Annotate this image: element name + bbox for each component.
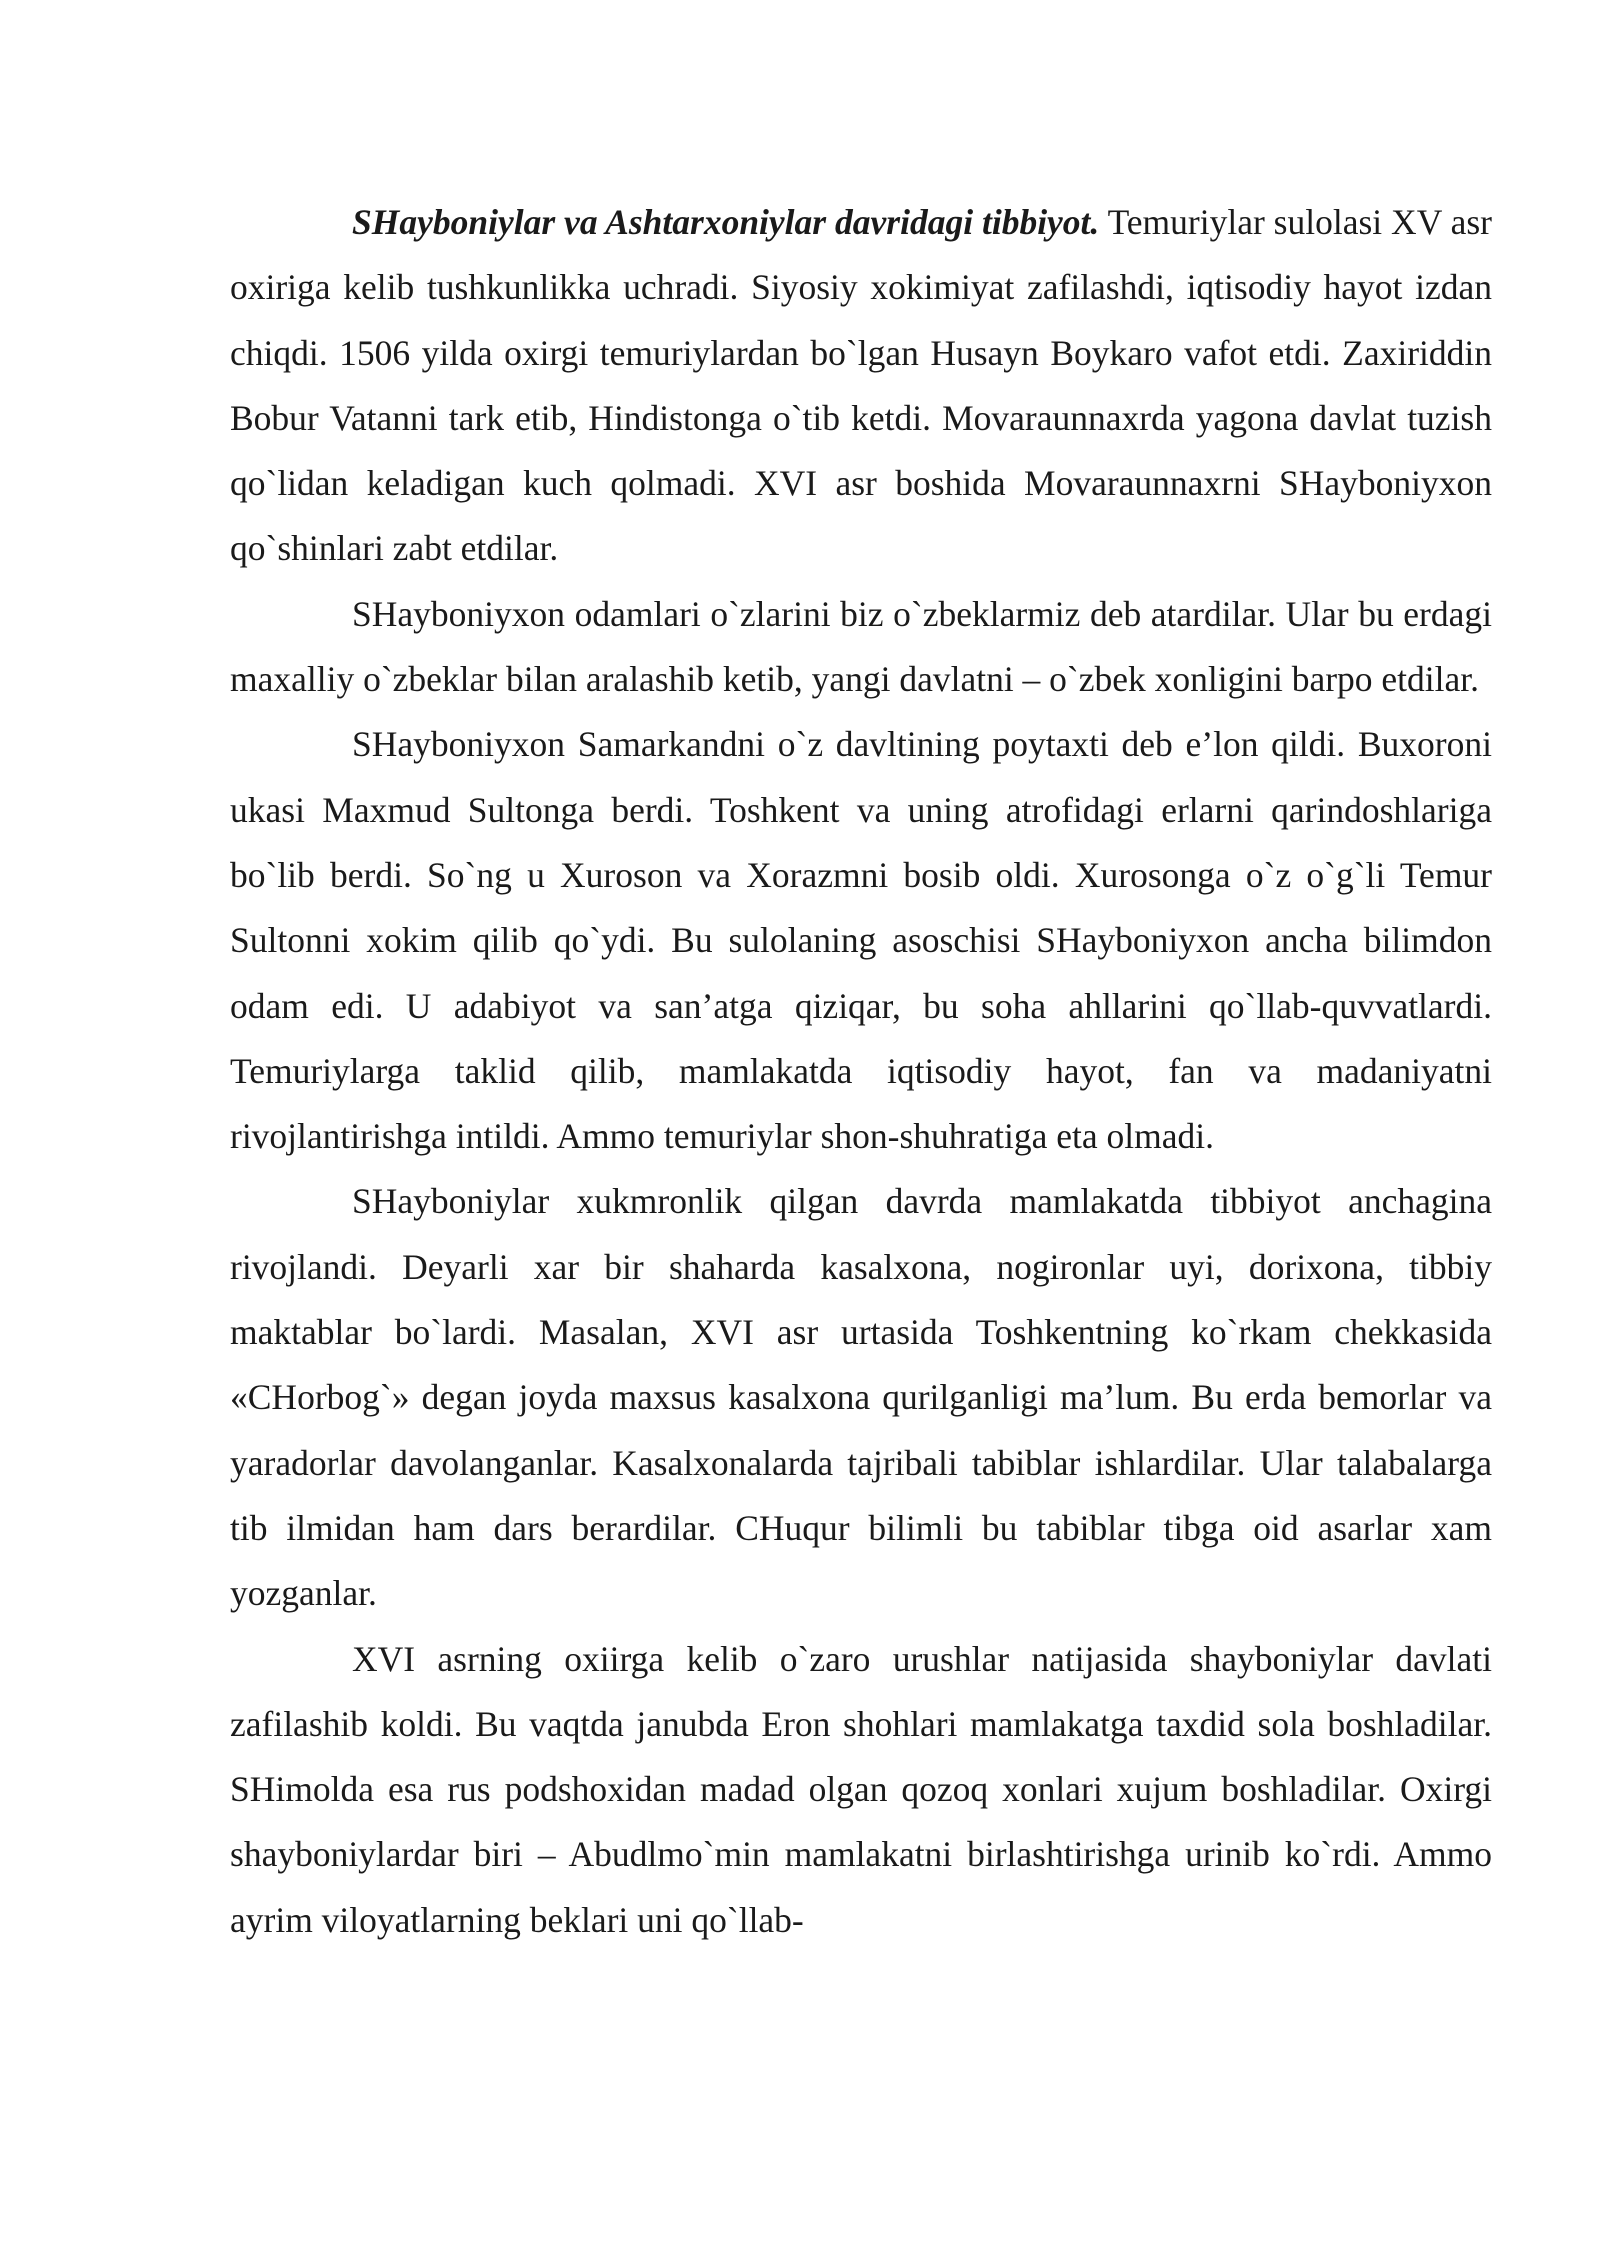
paragraph-5: XVI asrning oxiirga kelib o`zaro urushlar natijasida shayboniylar davlati zafilashib koldi. Bu vaqtda janubda Eron shohlari mamlakatga taxdid sola boshladilar. SHimolda esa rus podshoxidan madad olgan qozoq xonlari xujum boshladilar. Oxirgi shayboniylardar biri – Abudlmo`min mamlakatni birlashtirishga urinib ko`rdi. Ammo ayrim viloyatlarning beklari uni qo`llab- <box>230 1638 1492 1940</box>
paragraph-2: SHayboniyxon odamlari o`zlarini biz o`zbeklarmiz deb atardilar. Ular bu erdagi maxalliy o`zbeklar bilan aralashib ketib, yangi davlatni – o`zbek xonligini barpo etdilar. <box>230 593 1492 700</box>
paragraph-4: SHayboniylar xukmronlik qilgan davrda mamlakatda tibbiyot anchagina rivojlandi. Deyarli xar bir shaharda kasalxona, nogironlar uyi, dorixona, tibbiy maktablar bo`lardi. Masalan, XVI asr urtasida Toshkentning ko`rkam chekkasida «CHorbog`» degan joyda maxsus kasalxona qurilganligi ma’lum. Bu erda bemorlar va yaradorlar davolanganlar. Kasalxonalarda tajribali tabiblar ishlardilar. Ular talabalarga tib ilmidan ham dars berardilar. CHuqur bilimli bu tabiblar tibga oid asarlar xam yozganlar. <box>230 1181 1492 1614</box>
section-heading: SHayboniylar va Ashtarxoniylar davridagi tibbiyot. <box>352 202 1100 242</box>
document-page <box>230 190 1492 1953</box>
paragraph-3: SHayboniyxon Samarkandni o`z davltining poytaxti deb e’lon qildi. Buxoroni ukasi Maxmud Sultonga berdi. Toshkent va uning atrofidagi erlarni qarindoshlariga bo`lib berdi. So`ng u Xuroson va Xorazmni bosib oldi. Xurosonga o`z o`g`li Temur Sultonni xokim qilib qo`ydi. Bu sulolaning asoschisi SHayboniyxon ancha bilimdon odam edi. U adabiyot va san’atga qiziqar, bu soha ahllarini qo`llab-quvvatlardi. Temuriylarga taklid qilib, mamlakatda iqtisodiy hayot, fan va madaniyatni rivojlantirishga intildi. Ammo temuriylar shon-shuhratiga eta olmadi. <box>230 724 1492 1157</box>
paragraph-1-text: Temuriylar sulolasi XV asr oxiriga kelib tushkunlikka uchradi. Siyosiy xokimiyat zafilashdi, iqtisodiy hayot izdan chiqdi. 1506 yilda oxirgi temuriylardan bo`lgan Husayn Boykaro vafot etdi. Zaxiriddin Bobur Vatanni tark etib, Hindistonga o`tib ketdi. Movaraunnaxrda yagona davlat tuzish qo`lidan keladigan kuch qolmadi. XVI asr boshida Movaraunnaxrni SHayboniyxon qo`shinlari zabt etdilar. <box>230 202 1492 569</box>
paragraph-1 <box>230 190 1492 582</box>
